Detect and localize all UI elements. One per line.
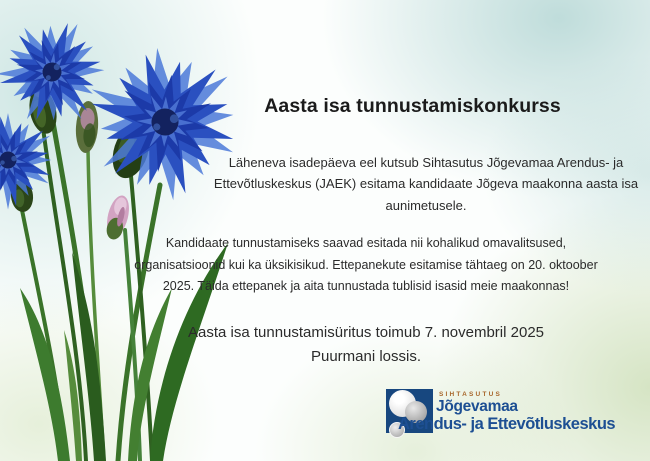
logo-name-line1: Jõgevamaa [436,398,518,415]
jaek-logo [383,385,643,445]
cornflower-top-left [0,5,122,141]
page-title: Aasta isa tunnustamiskonkurss [264,95,561,117]
event-paragraph: Aasta isa tunnustamisüritus toimub 7. novembril 2025 Puurmani lossis. [187,324,544,365]
cornflower-illustration [0,0,260,461]
logo-name-line2: Arendus- ja Ettevõtluskeskus [398,415,616,433]
details-paragraph: Kandidaate tunnustamiseks saavad esitada nii kohalikud omavalitsused, organisatsioonid kui ka üksikisikud. Ettepanekute esitamise tähtaeg on 20. oktoober 2025. Täida ettepanek ja aita tunnustada tublisid isasid meie maakonnas! [134,236,598,293]
logo-org-type: SIHTASUTUS [439,391,503,398]
intro-paragraph: Läheneva isadepäeva eel kutsub Sihtasutus Jõgevamaa Arendus- ja Ettevõtluskeskus (JAEK) esitama kandidaate Jõgeva maakonna aasta isa aunimetusele. [213,155,639,213]
